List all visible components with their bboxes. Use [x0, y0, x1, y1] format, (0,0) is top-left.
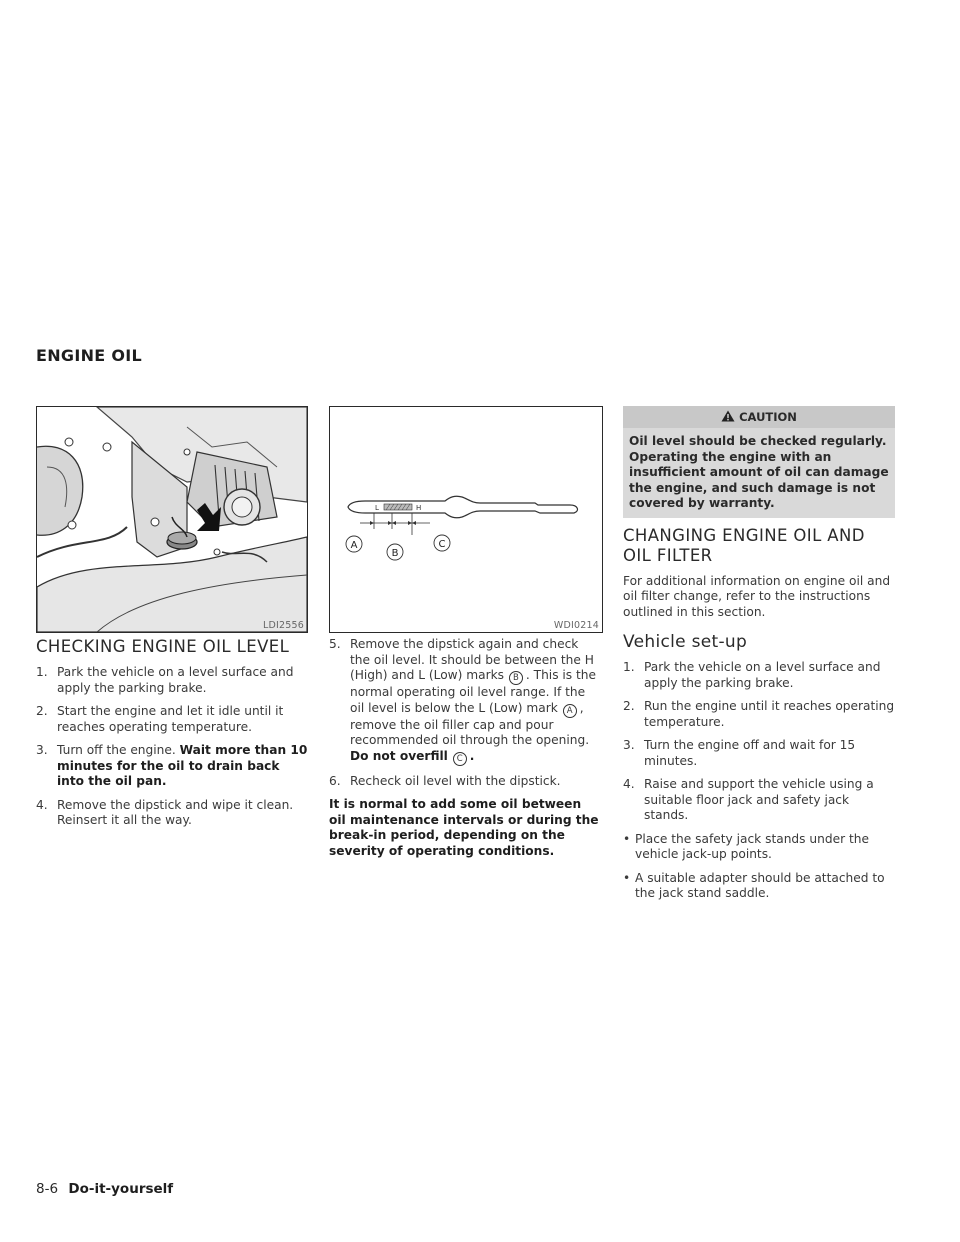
dipstick-mark-H: H — [416, 504, 422, 512]
callout-a-icon: A — [563, 704, 577, 718]
step-number: 2. — [623, 699, 635, 713]
bullet-icon: • — [623, 870, 631, 885]
bullet-icon: • — [623, 831, 631, 846]
setup-title: Vehicle set-up — [623, 632, 748, 652]
step-end: . — [469, 748, 475, 763]
setup-bullet-1 — [623, 832, 895, 863]
bullet-text: Place the safety jack stands under the vehicle jack-up points. — [635, 831, 869, 861]
step-number: 6. — [329, 773, 341, 788]
step-number: 1. — [623, 660, 635, 674]
callout-letter-B: B — [391, 548, 399, 559]
step-text: Recheck oil level with the dipstick. — [350, 773, 561, 788]
checking-step-3 — [36, 743, 308, 790]
dipstick-mark-L: L — [375, 504, 379, 512]
engine-oil-figure — [36, 406, 308, 633]
setup-bullet-2 — [623, 871, 895, 902]
step-number: 2. — [36, 704, 48, 718]
changing-intro: For additional information on engine oil and oil filter change, refer to the instructions outlined in this section. — [623, 573, 891, 619]
chapter-name: Do-it-yourself — [68, 1181, 174, 1197]
setup-step-1 — [623, 660, 895, 691]
middle-column — [329, 637, 601, 867]
step-number: 4. — [623, 777, 635, 791]
setup-step-4 — [623, 777, 895, 824]
step-number: 5. — [329, 637, 341, 651]
oil-note: It is normal to add some oil between oil maintenance intervals or during the break-in period, depending on the severity of operating conditions. — [329, 797, 599, 858]
callout-letter-A: A — [350, 540, 358, 551]
checking-step-5 — [329, 637, 601, 766]
setup-step-2 — [623, 699, 895, 730]
engine-illustration — [37, 407, 307, 632]
section-title: ENGINE OIL — [36, 346, 143, 365]
step-number: 3. — [623, 738, 635, 752]
figure-code-left: LDI2556 — [263, 620, 304, 631]
callout-b-icon: B — [509, 671, 523, 685]
page-number: 8-6 — [36, 1181, 59, 1197]
dipstick-figure — [329, 406, 603, 633]
checking-step-1 — [36, 665, 308, 696]
checking-step-4 — [36, 798, 308, 829]
checking-step-6 — [329, 774, 601, 790]
caution-heading: CAUTION — [739, 410, 797, 424]
step-number: 4. — [36, 797, 48, 812]
caution-text: Oil level should be checked regularly. Operating the engine with an insufficient amount of oil can damage the engine, and such damage is not covered by warranty. — [629, 434, 889, 510]
checking-step-2 — [36, 704, 308, 735]
step-text: . This is the normal operating oil level range. If the oil level is below the L (Low) mark — [350, 668, 597, 715]
step-text: Turn the engine off and wait for 15 minutes. — [644, 738, 856, 768]
step-text: Remove the dipstick again and check the oil level. It should be between the H (High) and L (Low) marks — [350, 637, 594, 682]
callout-c-icon: C — [453, 752, 467, 766]
step-warning-text: Do not overfill — [350, 748, 448, 763]
step-text: Park the vehicle on a level surface and apply the parking brake. — [644, 660, 881, 690]
step-text: Remove the dipstick and wipe it clean. Reinsert it all the way. — [57, 797, 294, 827]
step-number: 3. — [36, 743, 48, 757]
warning-triangle-icon — [721, 410, 735, 422]
step-text: Raise and support the vehicle using a suitable floor jack and safety jack stands. — [644, 777, 874, 822]
step-text: Run the engine until it reaches operating temperature. — [644, 699, 895, 729]
callout-letter-C: C — [438, 539, 446, 550]
checking-title: CHECKING ENGINE OIL LEVEL — [36, 637, 290, 656]
dipstick-illustration — [330, 407, 602, 632]
page-footer — [36, 1181, 173, 1197]
setup-step-3 — [623, 738, 895, 769]
step-text: , remove the oil filler cap and pour recommended oil through the opening. — [350, 700, 590, 747]
changing-title: CHANGING ENGINE OIL AND OIL FILTER — [623, 525, 865, 565]
caution-header — [623, 406, 895, 428]
step-warning-text: Wait more than 10 minutes for the oil to drain back into the oil pan. — [57, 743, 308, 788]
figure-code-middle: WDI0214 — [553, 620, 599, 631]
step-text: Start the engine and let it idle until it reaches operating temperature. — [57, 704, 284, 734]
step-text: Turn off the engine. — [57, 743, 176, 757]
right-column — [623, 406, 895, 910]
checking-column — [36, 637, 308, 837]
bullet-text: A suitable adapter should be attached to the jack stand saddle. — [635, 870, 885, 900]
step-text: Park the vehicle on a level surface and apply the parking brake. — [57, 665, 294, 695]
caution-box — [623, 406, 895, 518]
step-number: 1. — [36, 665, 48, 679]
